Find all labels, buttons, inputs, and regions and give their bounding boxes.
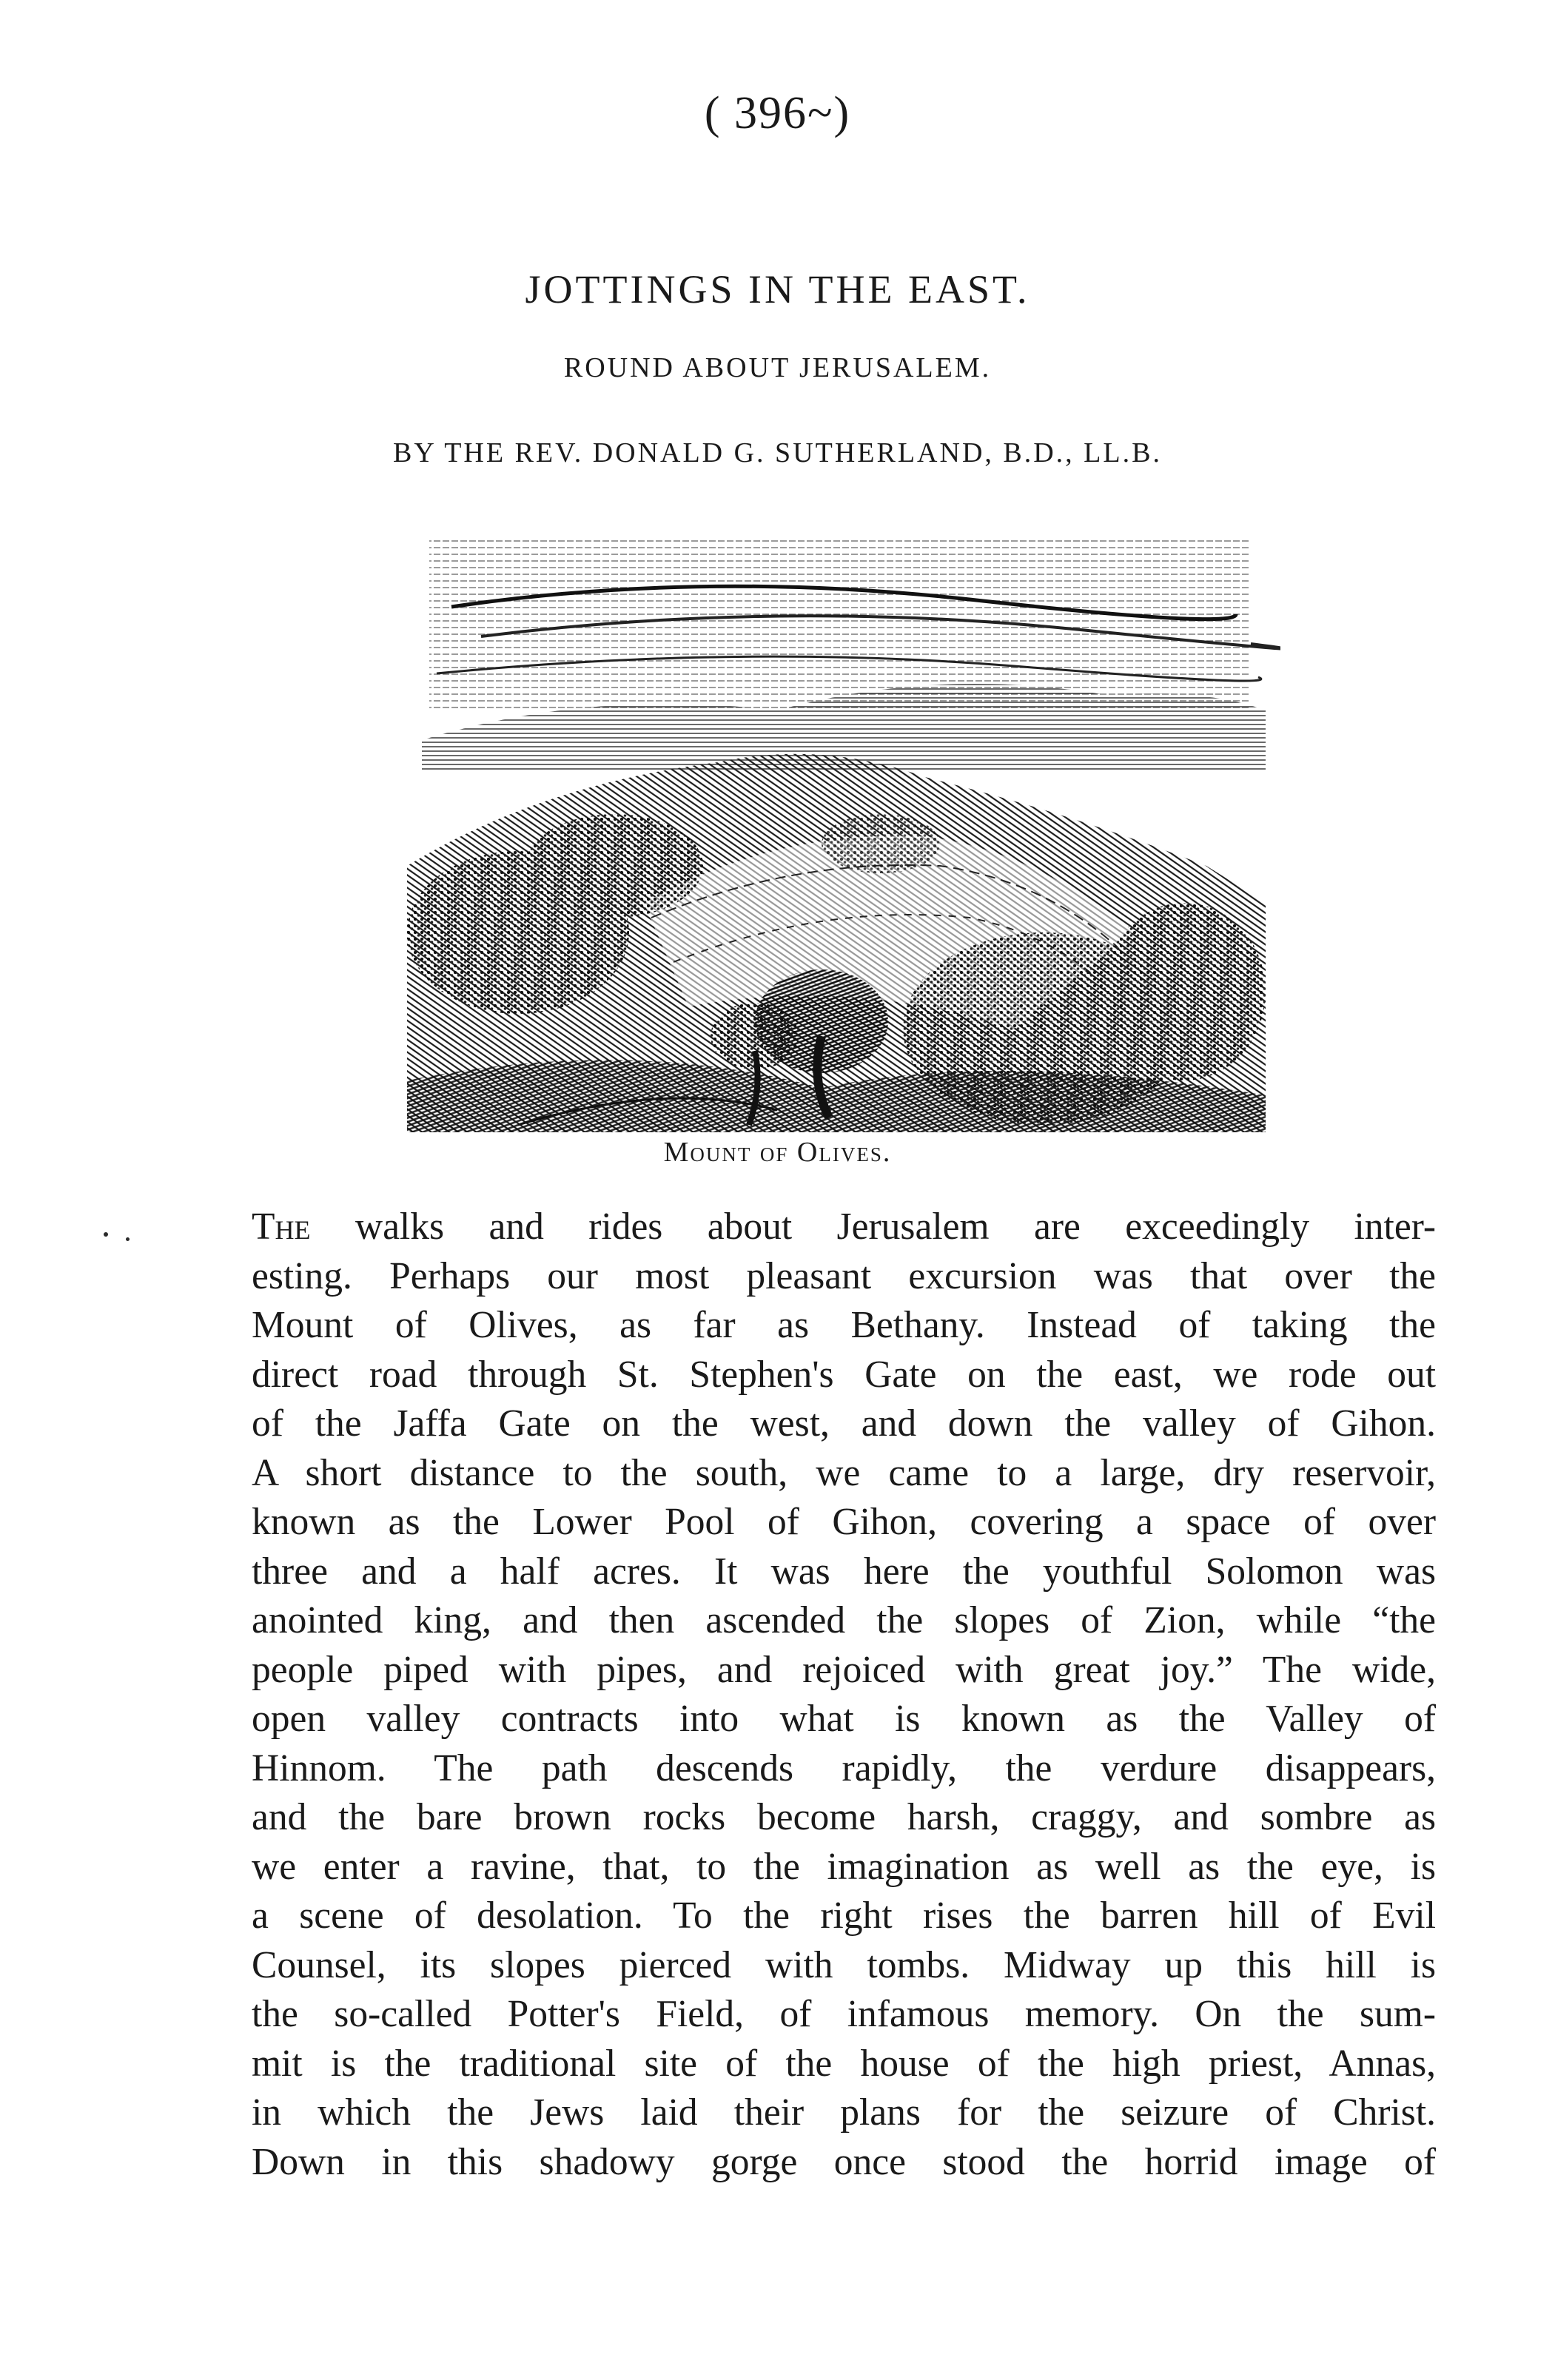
body-line: of the Jaffa Gate on the west, and down the valley of Gihon.: [252, 1402, 1436, 1445]
paper-speck: [126, 1237, 130, 1241]
lead-word: The: [252, 1206, 311, 1248]
body-line: esting. Perhaps our most pleasant excursion was that over the: [252, 1254, 1436, 1297]
body-line: anointed king, and then ascended the slopes of Zion, while “the: [252, 1599, 1436, 1641]
paper-speck: [104, 1232, 108, 1237]
article-subtitle: ROUND ABOUT JERUSALEM.: [563, 352, 992, 383]
body-line: in which the Jews laid their plans for the seizure of Christ.: [252, 2091, 1436, 2134]
body-line: direct road through St. Stephen's Gate on the east, we rode out: [252, 1353, 1436, 1396]
body-line: Hinnom. The path descends rapidly, the verdure disappears,: [252, 1747, 1436, 1789]
byline: BY THE REV. DONALD G. SUTHERLAND, B.D., LL.B.: [393, 437, 1162, 468]
body-line: Down in this shadowy gorge once stood the horrid image of: [252, 2140, 1436, 2183]
body-line: we enter a ravine, that, to the imagination as well as the eye, is: [252, 1845, 1436, 1888]
body-line: a scene of desolation. To the right rises the barren hill of Evil: [252, 1895, 1436, 1937]
engraving-svg: [407, 518, 1280, 1132]
body-line: mit is the traditional site of the house of the high priest, Annas,: [252, 2042, 1436, 2085]
body-line: and the bare brown rocks become harsh, craggy, and sombre as: [252, 1796, 1436, 1838]
sky-hatching: [429, 540, 1280, 710]
article-body: [252, 1203, 1436, 2187]
illustration-caption: Mount of Olives.: [663, 1137, 892, 1168]
mount-of-olives-engraving: [407, 518, 1280, 1132]
body-line: The walks and rides about Jerusalem are exceedingly inter-: [252, 1206, 1436, 1248]
body-line: three and a half acres. It was here the youthful Solomon was: [252, 1550, 1436, 1593]
body-line: known as the Lower Pool of Gihon, covering a space of over: [252, 1501, 1436, 1543]
body-line: Counsel, its slopes pierced with tombs. Midway up this hill is: [252, 1943, 1436, 1986]
body-line: the so-called Potter's Field, of infamous memory. On the sum-: [252, 1993, 1436, 2035]
body-line: open valley contracts into what is known as the Valley of: [252, 1698, 1436, 1740]
body-line: people piped with pipes, and rejoiced with great joy.” The wide,: [252, 1648, 1436, 1691]
article-title: JOTTINGS IN THE EAST.: [525, 267, 1030, 312]
page-number: ( 396~): [704, 88, 851, 138]
body-line: Mount of Olives, as far as Bethany. Instead of taking the: [252, 1304, 1436, 1346]
body-line: A short distance to the south, we came to a large, dry reservoir,: [252, 1451, 1436, 1494]
